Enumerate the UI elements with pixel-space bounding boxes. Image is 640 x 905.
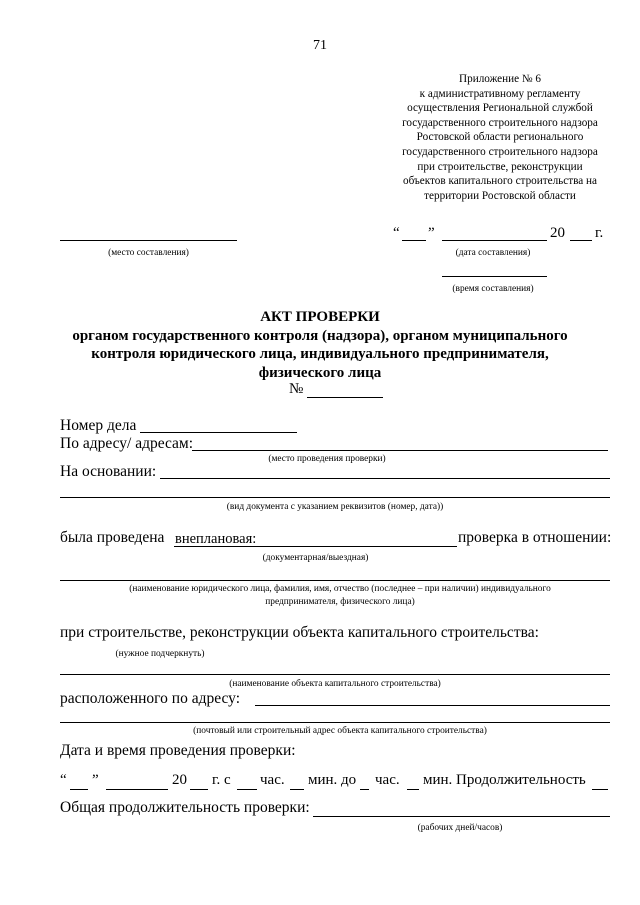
located-field[interactable] bbox=[255, 705, 610, 706]
time-caption: (время составления) bbox=[452, 284, 534, 294]
appendix-line: Приложение № 6 bbox=[459, 73, 541, 85]
entity-caption-line2: предпринимателя, физического лица) bbox=[265, 597, 415, 607]
basis-caption: (вид документа с указанием реквизитов (номер, дата)) bbox=[226, 502, 444, 512]
appendix-line: объектов капитального строительства на bbox=[403, 175, 597, 188]
object-caption: (наименование объекта капитального строительства) bbox=[229, 679, 441, 689]
conducted-label: была проведена bbox=[60, 529, 165, 546]
date-quote-close: ” bbox=[428, 225, 435, 241]
dt-min-to-field[interactable] bbox=[407, 789, 419, 790]
time-field[interactable] bbox=[442, 276, 547, 277]
number-sign: № bbox=[289, 381, 304, 397]
title-line: АКТ ПРОВЕРКИ bbox=[260, 309, 380, 325]
located-label: расположенного по адресу: bbox=[60, 690, 240, 707]
address-field[interactable] bbox=[192, 450, 608, 451]
located-caption: (почтовый или строительный адрес объекта капитального строительства) bbox=[193, 726, 487, 736]
dt-minutes1: мин. до bbox=[308, 772, 357, 788]
dt-min-from-field[interactable] bbox=[290, 789, 304, 790]
title-line: органом государственного контроля (надзора), органом муниципального bbox=[72, 327, 568, 344]
entity-field[interactable] bbox=[60, 580, 610, 581]
total-duration-field[interactable] bbox=[313, 816, 610, 817]
dt-hours1: час. bbox=[260, 772, 285, 788]
date-year-suffix: г. bbox=[595, 225, 604, 241]
appendix-line: к административному регламенту bbox=[419, 87, 581, 100]
object-field[interactable] bbox=[60, 674, 610, 675]
case-number-field[interactable] bbox=[140, 432, 297, 433]
date-year-field[interactable] bbox=[570, 240, 592, 241]
conducted-value: внеплановая: bbox=[175, 531, 257, 547]
basis-field[interactable] bbox=[160, 478, 610, 479]
act-number-field[interactable] bbox=[307, 397, 383, 398]
dt-year-prefix: 20 bbox=[172, 772, 187, 788]
total-duration-label: Общая продолжительность проверки: bbox=[60, 799, 310, 816]
place-caption: (место составления) bbox=[108, 248, 189, 258]
appendix-line: Ростовской области регионального bbox=[416, 131, 584, 144]
appendix-line: государственного строительного надзора bbox=[402, 145, 598, 158]
appendix-line: государственного строительного надзора bbox=[402, 116, 598, 129]
construction-label: при строительстве, реконструкции объекта капитального строительства: bbox=[60, 624, 539, 641]
case-number-label: Номер дела bbox=[60, 417, 137, 434]
basis-label: На основании: bbox=[60, 463, 157, 480]
dt-day-field[interactable] bbox=[70, 789, 88, 790]
basis-field-line2[interactable] bbox=[60, 497, 610, 498]
appendix-line: осуществления Региональной службой bbox=[407, 102, 593, 115]
appendix-block bbox=[386, 72, 614, 203]
dt-from: г. с bbox=[212, 772, 231, 788]
regarding-label: проверка в отношении: bbox=[458, 529, 612, 546]
conducted-caption: (документарная/выездная) bbox=[262, 553, 369, 563]
dt-hour-to-field[interactable] bbox=[360, 789, 369, 790]
date-month-field[interactable] bbox=[442, 240, 547, 241]
place-field[interactable] bbox=[60, 240, 237, 241]
date-quote-open: “ bbox=[393, 225, 400, 241]
entity-caption-line1: (наименование юридического лица, фамилия, имя, отчество (последнее – при наличии) индивидуального bbox=[129, 584, 551, 594]
address-caption: (место проведения проверки) bbox=[268, 454, 386, 464]
document-title bbox=[0, 308, 640, 382]
date-row bbox=[393, 225, 400, 242]
total-duration-caption: (рабочих дней/часов) bbox=[417, 823, 503, 833]
page-number: 71 bbox=[313, 38, 327, 53]
underline-note: (нужное подчеркнуть) bbox=[115, 649, 205, 659]
address-label: По адресу/ адресам: bbox=[60, 435, 194, 452]
dt-year-field[interactable] bbox=[190, 789, 208, 790]
dt-minutes2: мин. Продолжительность bbox=[423, 772, 586, 788]
date-year-prefix: 20 bbox=[550, 225, 565, 241]
dt-month-field[interactable] bbox=[106, 789, 168, 790]
dt-hour-from-field[interactable] bbox=[237, 789, 257, 790]
conducted-field[interactable] bbox=[174, 546, 457, 547]
dt-quote-close: ” bbox=[92, 772, 99, 788]
dt-hours2: час. bbox=[375, 772, 400, 788]
appendix-line: территории Ростовской области bbox=[424, 189, 576, 202]
appendix-line: при строительстве, реконструкции bbox=[417, 160, 583, 173]
title-line: физического лица bbox=[258, 364, 382, 381]
title-line: контроля юридического лица, индивидуального предпринимателя, bbox=[91, 346, 549, 362]
located-field-line2[interactable] bbox=[60, 722, 610, 723]
date-day-field[interactable] bbox=[402, 240, 426, 241]
datetime-label: Дата и время проведения проверки: bbox=[60, 742, 296, 759]
date-caption: (дата составления) bbox=[455, 248, 531, 258]
dt-quote-open: “ bbox=[60, 772, 67, 788]
dt-duration-field[interactable] bbox=[592, 789, 608, 790]
